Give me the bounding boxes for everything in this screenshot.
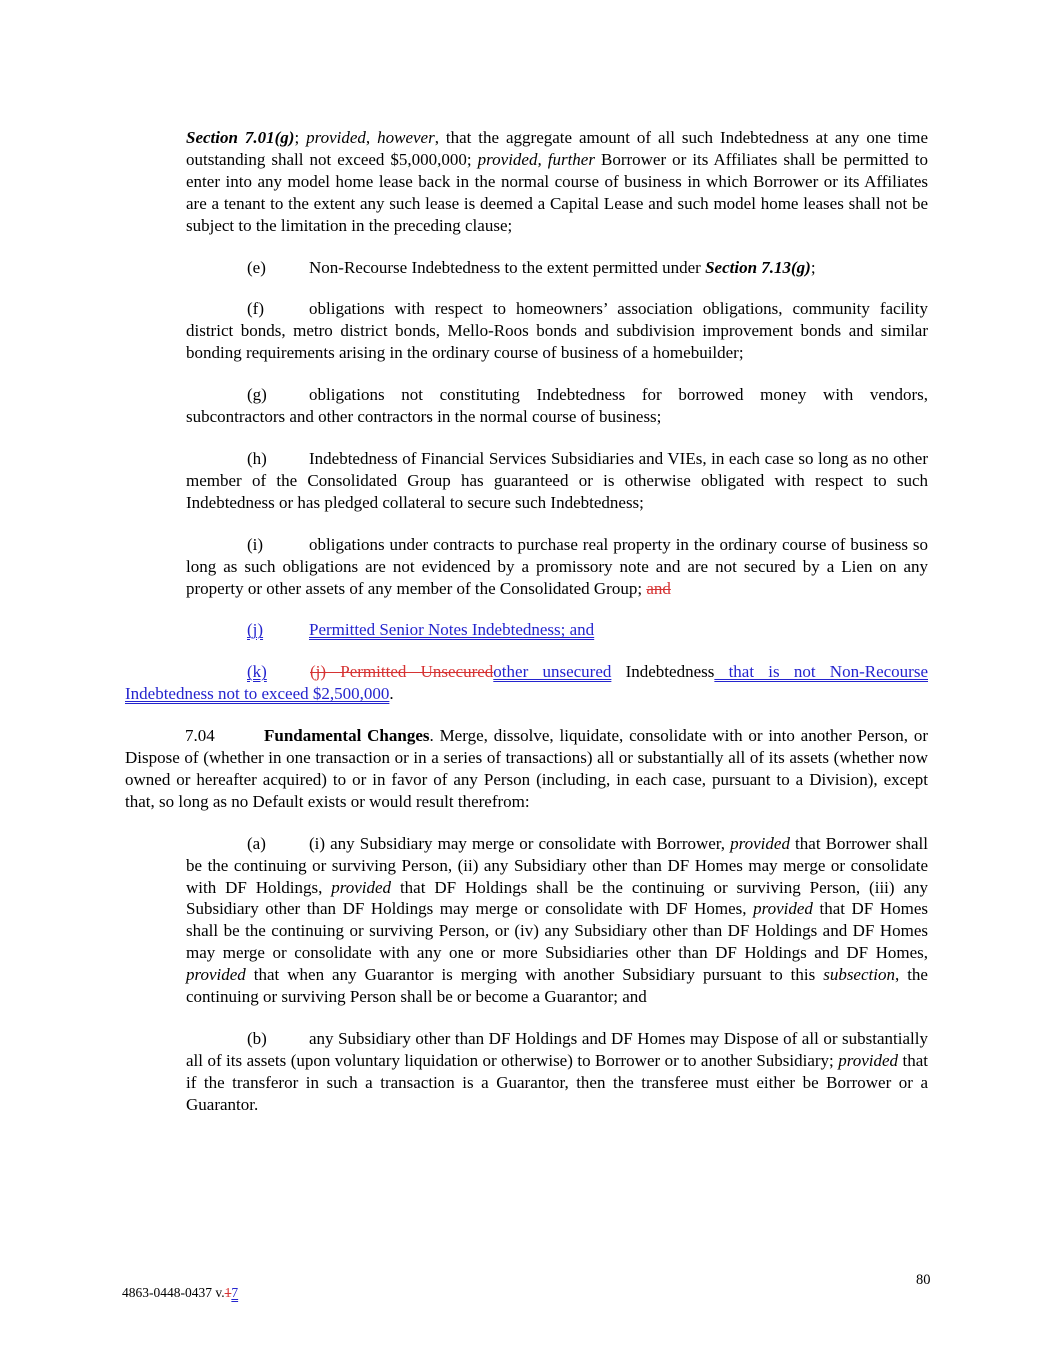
- clause-b: [186, 1028, 928, 1116]
- deleted-text: and: [646, 578, 671, 598]
- text-segment: obligations with respect to homeowners’ association obligations, community facility district bonds, metro district bonds, Mello-Roos bonds and subdivision improvement bonds and similar bonding requirements arising in the ordinary course of business of a homebuilder;: [186, 299, 928, 363]
- text-segment: Indebtedness: [611, 662, 715, 682]
- text-segment: . Merge, dissolve, liquidate, consolidate with or into another Person, or Dispose of (whether in one transaction or in a series of transactions) all or substantially all of its assets (whether now owned or hereafter acquired) to or in favor of any Person (including, in each case, pursuant to a Division), except that, so long as no Default exists or would result therefrom:: [125, 726, 929, 811]
- footer-version-deleted: 1: [224, 1285, 232, 1300]
- text-segment: provided: [730, 833, 790, 853]
- text-segment: Section 7.01(g): [186, 128, 295, 147]
- paragraph-section-704: [125, 725, 928, 813]
- text-segment: any Subsidiary other than DF Holdings and DF Homes may Dispose of all or substantially all of its assets (upon voluntary liquidation or otherwise) to Borrower or to another Subsidiary;: [186, 1029, 928, 1070]
- paragraph-section-701g-continuation: [186, 127, 928, 237]
- clause-marker: (e): [247, 257, 266, 277]
- deleted-text: (j) Permitted Unsecured: [310, 662, 494, 682]
- text-segment: provided: [331, 877, 392, 897]
- text-segment: .: [389, 684, 394, 704]
- text-segment: Fundamental Changes: [264, 726, 430, 746]
- text-segment: , the continuing or surviving Person shall be or become a Guarantor; and: [186, 965, 928, 1007]
- clause-marker: (i): [247, 534, 264, 554]
- clause-j: [186, 619, 928, 641]
- text-segment: provided, further: [477, 149, 595, 169]
- text-segment: provided: [753, 899, 813, 919]
- text-segment: Borrower or its Affiliates shall be permitted to enter into any model home lease back in the normal course of business in which Borrower or its Affiliates are a tenant to the extent any such lease is deemed a Capital Lease and such model home leases shall not be subject to the limitation in the preceding clause;: [186, 149, 928, 235]
- text-segment: that when any Guarantor is merging with another Subsidiary pursuant to this: [245, 965, 824, 985]
- clause-marker: (b): [247, 1029, 267, 1048]
- clause-marker: (j): [247, 620, 264, 640]
- text-segment: ;: [810, 257, 816, 277]
- footer-version-inserted: 7: [231, 1285, 239, 1300]
- text-segment: provided: [186, 965, 246, 985]
- text-segment: that if the transferor in such a transaction is a Guarantor, then the transferee must either be Borrower or a Guarantor.: [186, 1050, 928, 1114]
- footer: [122, 1284, 238, 1301]
- clause-g: [186, 384, 928, 428]
- clause-marker: (k): [247, 662, 267, 682]
- document-body: [125, 127, 928, 1136]
- text-segment: that DF Holdings shall be the continuing or surviving Person, (iii) any Subsidiary other than DF Holdings may merge or consolidate with DF Homes,: [186, 877, 928, 919]
- clause-marker: (h): [247, 448, 267, 468]
- clause-e: [186, 257, 928, 279]
- clause-marker: (g): [247, 385, 267, 405]
- text-segment: (i) any Subsidiary may merge or consolidate with Borrower,: [309, 833, 731, 853]
- text-segment: ,: [365, 128, 378, 147]
- clause-marker: (a): [247, 833, 266, 853]
- text-segment: Indebtedness of Financial Services Subsidiaries and VIEs, in each case so long as no other member of the Consolidated Group has guaranteed or is otherwise obligated with respect to such Indebtedness or has pledged collateral to secure such Indebtedness;: [186, 448, 928, 512]
- text-segment: however: [377, 128, 435, 147]
- text-segment: , that the aggregate amount of all such Indebtedness at any one time outstanding shall not exceed $5,000,000;: [186, 128, 928, 169]
- inserted-text: Permitted Senior Notes Indebtedness; and: [309, 620, 595, 640]
- text-segment: Non-Recourse Indebtedness to the extent permitted under: [309, 257, 706, 277]
- clause-f: [186, 298, 928, 364]
- text-segment: that Borrower shall be the continuing or surviving Person, (ii) any Subsidiary other than DF Homes may merge or consolidate with DF Holdings,: [186, 833, 928, 897]
- text-segment: subsection: [823, 965, 895, 985]
- clause-marker: 7.04: [185, 726, 215, 746]
- clause-marker: (f): [247, 299, 264, 319]
- inserted-text: that is not Non-Recourse Indebtedness not to exceed $2,500,000: [125, 662, 929, 704]
- page-number: 80: [916, 1272, 931, 1288]
- text-segment: ;: [294, 128, 307, 147]
- clause-a: [186, 833, 928, 1008]
- footer-doc-id: 4863-0448-0437 v.: [122, 1285, 225, 1300]
- text-segment: provided: [838, 1050, 899, 1070]
- clause-h: [186, 448, 928, 514]
- clause-k: [125, 661, 928, 705]
- text-segment: provided: [306, 128, 366, 147]
- inserted-text: other unsecured: [493, 662, 612, 682]
- clause-i: [186, 534, 928, 600]
- text-segment: obligations not constituting Indebtedness for borrowed money with vendors, subcontractors and other contractors in the normal course of business;: [186, 385, 928, 427]
- text-segment: that DF Homes shall be the continuing or surviving Person, or (iv) any Subsidiary other than DF Holdings and DF Homes may merge or consolidate with any one or more Subsidiaries other than DF Holdings and DF Homes,: [186, 899, 928, 963]
- text-segment: Section 7.13(g): [705, 257, 811, 277]
- text-segment: obligations under contracts to purchase real property in the ordinary course of business so long as such obligations are not evidenced by a promissory note and are not secured by a Lien on any property or other assets of any member of the Consolidated Group;: [186, 534, 928, 598]
